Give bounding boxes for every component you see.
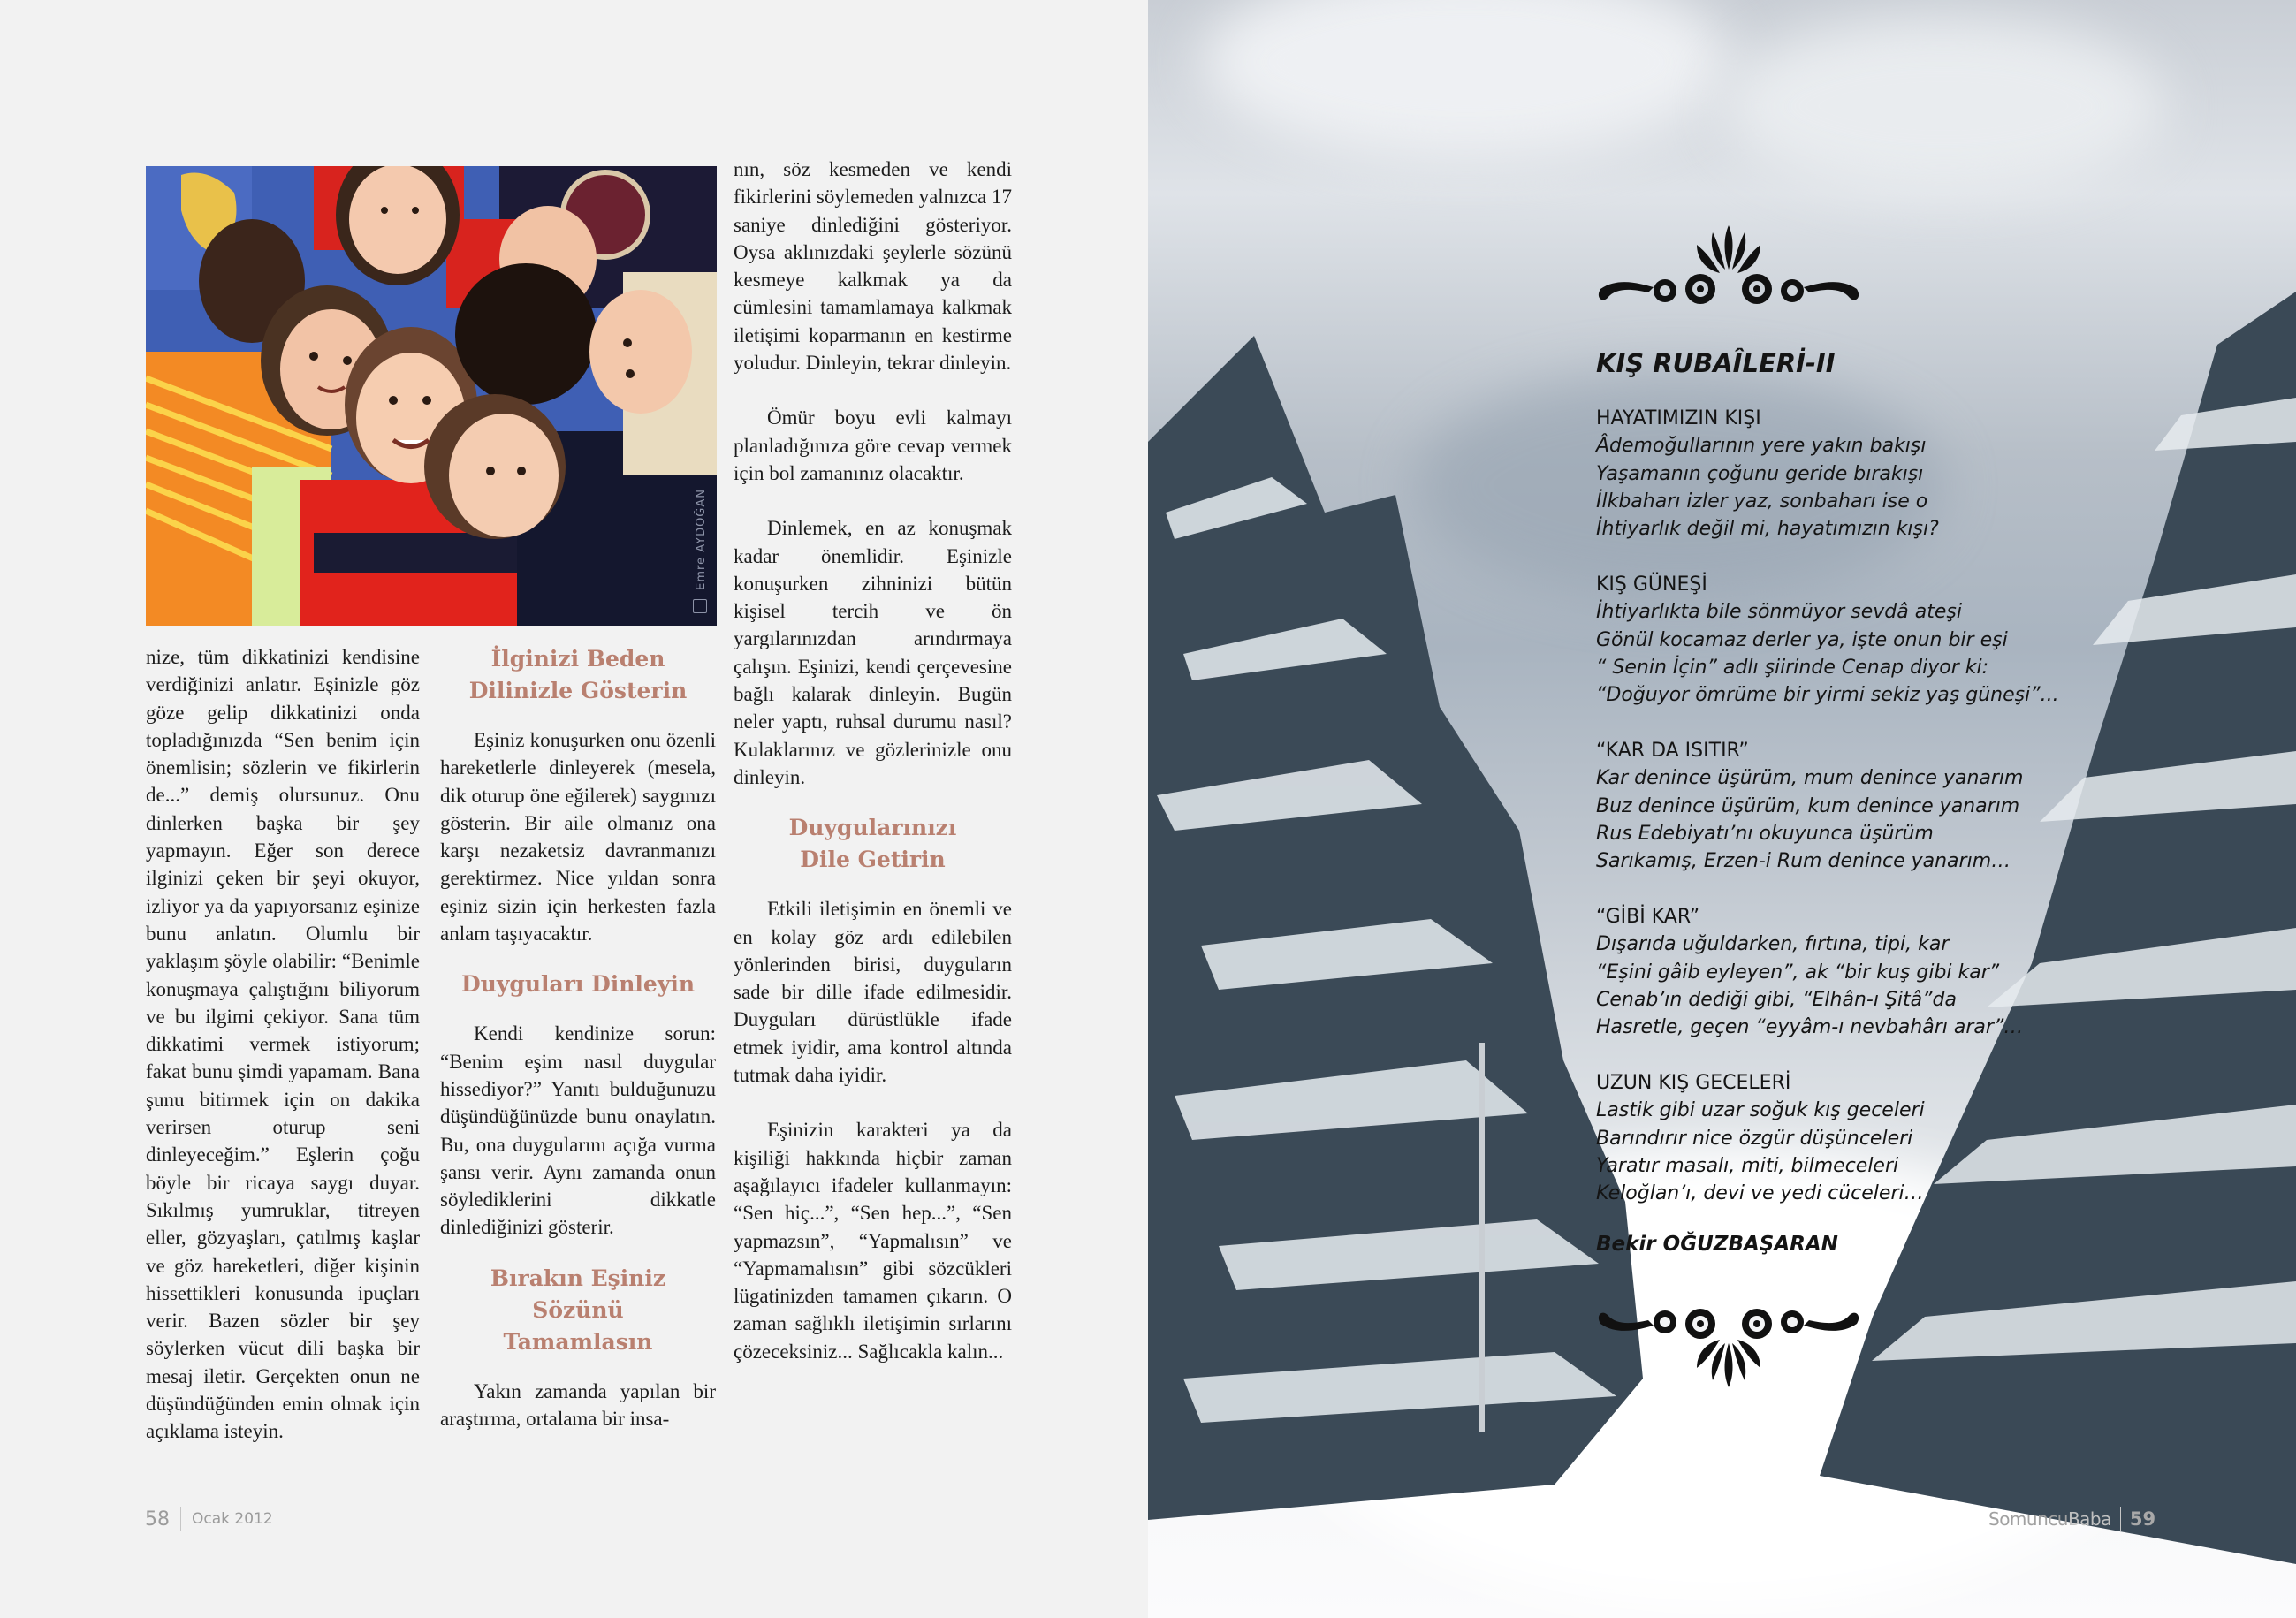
stanza — [1596, 405, 1939, 543]
article-paragraph: Yakın zamanda yapılan bir araştırma, ortalama bir insa- — [440, 1379, 716, 1431]
section-heading: Bırakın Eşiniz Sözünü Tamamlasın — [490, 1265, 666, 1355]
poem-line: Keloğlan’ı, devi ve yedi cüceleri… — [1596, 1182, 1924, 1205]
article-paragraph: Dinlemek, en az konuşmak kadar önemlidir. Eşinizle konuşurken zihninizi bütün kişisel tercih ve ön yargılarınızdan arındırmaya çalışın. Eşinizi, kendi çerçevesine bağlı kalarak dinleyin. Bugün neler yaptı, ruhsal durumu nasıl? Kulaklarınız ve gözlerinizle onu dinleyin. — [734, 517, 1012, 788]
ornament-bottom-icon — [1596, 1306, 1861, 1387]
poem-title: KIŞ RUBAÎLERİ-II — [1596, 348, 1836, 378]
poem-line: İhtiyarlıkta bile sönmüyor sevdâ ateşi — [1596, 601, 1962, 624]
cloud — [1201, 0, 1731, 159]
brand-part-2: Baba — [2067, 1508, 2111, 1530]
poem-author: Bekir OĞUZBAŞARAN — [1596, 1233, 1838, 1256]
article-paragraph: Etkili iletişimin en önemli ve en kolay göz ardı edilebilen yönlerinden birisi, duyguların sade bir dille ifade edilmesidir. Duyguları dürüstlükle ifade etmek iyidir, ama kontrol altında tutmak daha iyidir. — [734, 898, 1012, 1087]
left-fir-trees — [1148, 336, 1643, 1520]
poem-line: Yaşamanın çoğunu geride bırakışı — [1596, 462, 1924, 485]
children-photo — [146, 166, 717, 626]
poem-line: “ Senin İçin” adlı şiirinde Cenap diyor ki: — [1596, 656, 1988, 679]
poem-line: Cenab’ın dediği gibi, “Elhân-ı Şitâ”da — [1596, 988, 1957, 1011]
stanza-heading: “KAR DA ISITIR” — [1596, 740, 1749, 762]
article-paragraph: Eşiniz konuşurken onu özenli hareketlerle dinleyerek (mesela, dik oturup öne eğilerek) saygınızı gösterin. Bir aile olmanız ona karşı nezaketsiz davranmanızı gerektirmez. Nice yıldan sonra eşiniz sizin için herkesten fazla anlam taşıyacaktır. — [440, 729, 716, 946]
magazine-brand — [1988, 1508, 2111, 1530]
poem-line: Buz denince üşürüm, kum denince yanarım — [1596, 794, 2020, 817]
poem-line: “Eşini gâib eyleyen”, ak “bir kuş gibi kar” — [1596, 961, 2000, 984]
page-footer-right — [1988, 1507, 2155, 1531]
stanza-heading: KIŞ GÜNEŞİ — [1596, 574, 1707, 596]
camera-icon — [693, 599, 707, 613]
article-paragraph: nın, söz kesmeden ve kendi fikirlerini söylemeden yalnızca 17 saniye dinlediğini gösteriyor. Oysa aklınızdaki şeylerle sözünü kesmeye kalkmak ya da cümlesini tamamlamaya kalkmak iletişimi koparmanın en kestirme yoludur. Dinleyin, tekrar dinleyin. — [734, 158, 1012, 375]
cloud — [1722, 18, 2164, 194]
section-heading: Duygularınızı Dile Getirin — [788, 815, 957, 873]
poem-line: İhtiyarlık değil mi, hayatımızın kışı? — [1596, 518, 1939, 541]
poem-line: Barındırır nice özgür düşünceleri — [1596, 1127, 1913, 1150]
footer-divider — [2120, 1507, 2121, 1531]
poem-line: İlkbaharı izler yaz, sonbaharı ise o — [1596, 490, 1928, 513]
poem-line: Hasretle, geçen “eyyâm-ı nevbahârı arar”… — [1596, 1016, 2024, 1039]
stanza — [1596, 737, 2023, 875]
stanza-heading: “GİBİ KAR” — [1596, 906, 1700, 928]
article-column-3 — [734, 156, 1012, 1365]
photo-credit: Emre AYDOĞAN — [695, 489, 708, 590]
children-photo-illustration — [146, 166, 717, 626]
poem-line: Gönül kocamaz derler ya, işte onun bir eşi — [1596, 628, 2008, 651]
article-column-2 — [440, 643, 716, 1432]
article-paragraph: Eşinizin karakteri ya da kişiliği hakkında hiçbir zaman aşağılayıcı ifadeler kullanmayın: “Sen hiç...”, “Sen hep...”, “Sen yapmazsın”, “Yapmalısın” ve “Yapmamalısın” gibi sözcükleri lügatinizden tamamen çıkarın. O zaman sağlıklı iletişimin sırlarını çözeceksiniz... Sağlıcakla kalın... — [734, 1119, 1012, 1363]
page-number: 58 — [145, 1508, 170, 1531]
article-paragraph: nize, tüm dikkatinizi kendisine verdiğinizi anlatır. Eşinizle göz göze gelip dikkatinizi onda topladığınızda “Sen benim için önemlisin; sözlerin ve fikirlerin de...” demiş olursunuz. Onu dinlerken başka bir şey yapmayın. Eğer son derece ilginizi çeken bir şeyi okuyor, izliyor ya da yapıyorsanız eşinize bunu anlatın. Olumlu bir yaklaşım şöyle olabilir: “Benimle konuşmaya çalıştığını biliyorum ve bu ilgimi çekiyor. Sana tüm dikkatimi vermek istiyorum; fakat bunu şimdi yapamam. Bana şunu bitirmek için on dakika verirsen oturup seni dinleyeceğim.” Eşlerin çoğu böyle bir ricaya saygı duyar. Sıkılmış yumruklar, titreyen eller, gözyaşları, çatılmış kaşlar ve göz hareketleri, diğer kişinin hissettikleri konusunda ipuçları verir. Bazen sözler bir şey söylerken vücut dili başka bir mesaj iletir. Gerçekten onun ne düşündüğünden emin olmak için açıklama isteyin. — [146, 646, 420, 1443]
poem-line: Yaratır masalı, miti, bilmeceleri — [1596, 1154, 1899, 1177]
stanza — [1596, 1069, 1925, 1207]
poem-line: Âdemoğullarının yere yakın bakışı — [1596, 435, 1927, 458]
article-column-1 — [146, 643, 420, 1446]
poem-line: Kar denince üşürüm, mum denince yanarım — [1596, 767, 2024, 790]
footer-divider — [180, 1507, 181, 1531]
section-heading: İlginizi Beden Dilinizle Gösterin — [468, 646, 688, 703]
brand-part-1: Somuncu — [1988, 1508, 2068, 1530]
stanza-heading: UZUN KIŞ GECELERİ — [1596, 1072, 1791, 1094]
poem-line: Sarıkamış, Erzen-i Rum denince yanarım… — [1596, 850, 2011, 873]
stanza-heading: HAYATIMIZIN KIŞI — [1596, 407, 1761, 429]
section-heading: Duyguları Dinleyin — [460, 971, 696, 998]
page-number: 59 — [2129, 1508, 2156, 1530]
poem-line: “Doğuyor ömrüme bir yirmi sekiz yaş güneşi”... — [1596, 684, 2059, 707]
poem-line: Dışarıda uğuldarken, fırtına, tipi, kar — [1596, 933, 1950, 956]
poem-line: Lastik gibi uzar soğuk kış geceleri — [1596, 1099, 1925, 1122]
stanza — [1596, 903, 2023, 1041]
poem-line: Rus Edebiyatı’nı okuyunca üşürüm — [1596, 822, 1934, 845]
ornament-top-icon — [1596, 225, 1861, 307]
article-paragraph: Kendi kendinize sorun: “Benim eşim nasıl duygular hissediyor?” Yanıtı bulduğunuzu düşündüğünüzde bunu onaylatın. Bu, ona duygularını açığa vurma şansı verir. Aynı zamanda onun söylediklerini dikkatle dinlediğinizi gösterir. — [440, 1022, 716, 1239]
stanza — [1596, 571, 2059, 709]
article-paragraph: Ömür boyu evli kalmayı planladığınıza göre cevap vermek için bol zamanınız olacaktır. — [734, 406, 1012, 484]
page-footer-left — [145, 1507, 273, 1531]
issue-date: Ocak 2012 — [192, 1510, 273, 1528]
